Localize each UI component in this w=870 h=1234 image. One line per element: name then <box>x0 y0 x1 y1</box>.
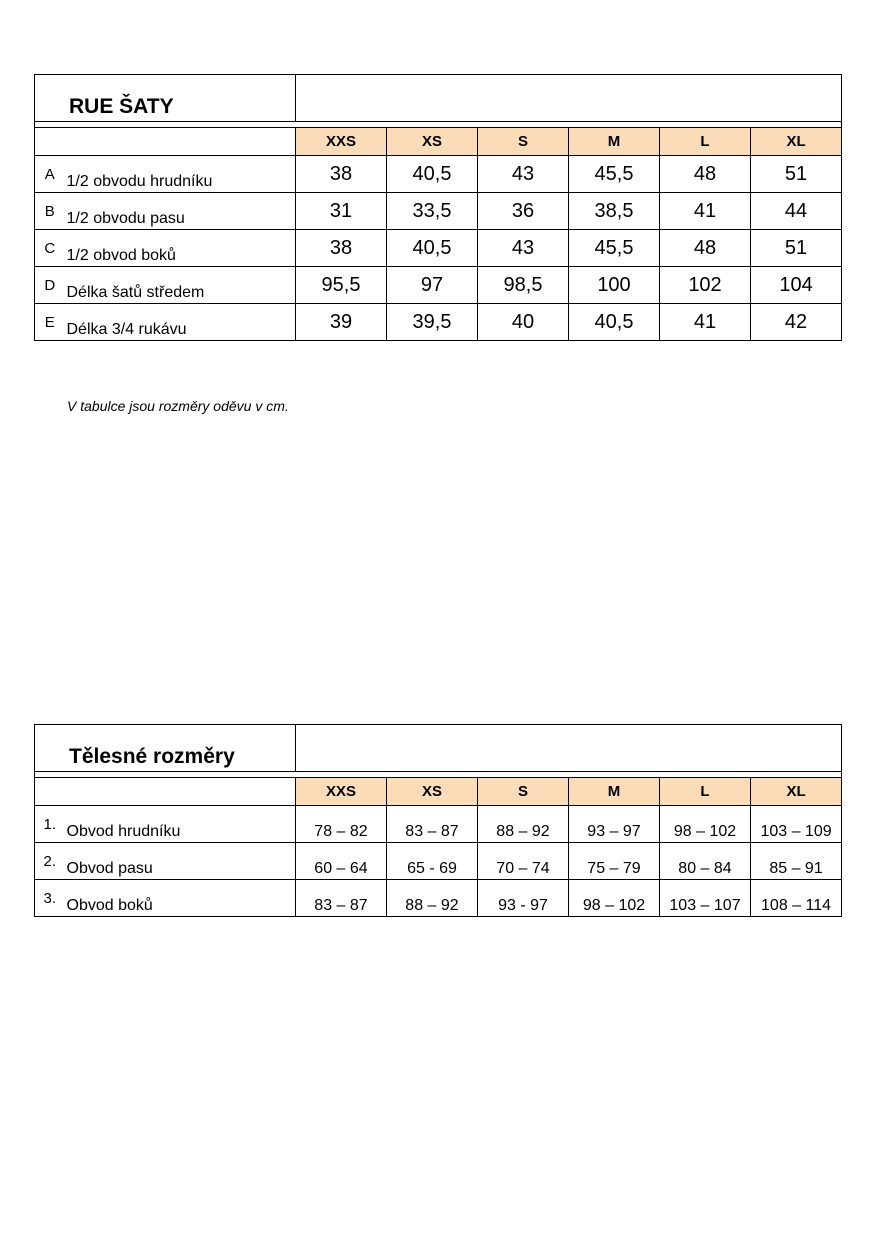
title-blank <box>296 725 842 772</box>
size-value: 51 <box>751 230 842 267</box>
garment-size-table <box>34 74 841 341</box>
table-row <box>35 843 842 880</box>
row-label: 1/2 obvod boků <box>65 230 296 267</box>
row-code: 1. <box>35 806 65 843</box>
size-value: 98 – 102 <box>569 880 660 917</box>
size-value: 103 – 107 <box>660 880 751 917</box>
size-value: 108 – 114 <box>751 880 842 917</box>
row-label: Délka 3/4 rukávu <box>65 304 296 341</box>
size-value: 44 <box>751 193 842 230</box>
size-value: 38,5 <box>569 193 660 230</box>
size-value: 60 – 64 <box>296 843 387 880</box>
row-code: 2. <box>35 843 65 880</box>
size-header: L <box>660 778 751 806</box>
row-code: D <box>35 267 65 304</box>
size-header: M <box>569 778 660 806</box>
size-value: 98,5 <box>478 267 569 304</box>
size-value: 83 – 87 <box>296 880 387 917</box>
row-code: 3. <box>35 880 65 917</box>
size-value: 51 <box>751 156 842 193</box>
size-value: 65 - 69 <box>387 843 478 880</box>
table-title: RUE ŠATY <box>35 75 296 122</box>
size-header: S <box>478 778 569 806</box>
table-row <box>35 880 842 917</box>
size-header: M <box>569 128 660 156</box>
size-value: 100 <box>569 267 660 304</box>
size-value: 98 – 102 <box>660 806 751 843</box>
size-value: 80 – 84 <box>660 843 751 880</box>
size-value: 40,5 <box>387 156 478 193</box>
row-label: Délka šatů středem <box>65 267 296 304</box>
table-row <box>35 156 842 193</box>
size-value: 93 - 97 <box>478 880 569 917</box>
size-value: 43 <box>478 230 569 267</box>
table-row <box>35 230 842 267</box>
size-value: 43 <box>478 156 569 193</box>
size-value: 45,5 <box>569 156 660 193</box>
size-value: 40 <box>478 304 569 341</box>
size-value: 38 <box>296 230 387 267</box>
size-value: 38 <box>296 156 387 193</box>
size-value: 45,5 <box>569 230 660 267</box>
row-code: E <box>35 304 65 341</box>
size-value: 42 <box>751 304 842 341</box>
measurement-note: V tabulce jsou rozměry oděvu v cm. <box>67 398 289 414</box>
row-label: 1/2 obvodu hrudníku <box>65 156 296 193</box>
size-value: 95,5 <box>296 267 387 304</box>
size-value: 104 <box>751 267 842 304</box>
size-value: 31 <box>296 193 387 230</box>
size-value: 102 <box>660 267 751 304</box>
size-value: 70 – 74 <box>478 843 569 880</box>
table-row <box>35 304 842 341</box>
size-header: XS <box>387 128 478 156</box>
size-value: 85 – 91 <box>751 843 842 880</box>
size-header: XXS <box>296 778 387 806</box>
size-value: 83 – 87 <box>387 806 478 843</box>
size-value: 88 – 92 <box>387 880 478 917</box>
size-value: 75 – 79 <box>569 843 660 880</box>
size-value: 36 <box>478 193 569 230</box>
size-value: 40,5 <box>387 230 478 267</box>
table-row <box>35 806 842 843</box>
size-value: 39,5 <box>387 304 478 341</box>
row-code: C <box>35 230 65 267</box>
size-header: S <box>478 128 569 156</box>
row-label: Obvod pasu <box>65 843 296 880</box>
size-value: 41 <box>660 193 751 230</box>
table-row <box>35 193 842 230</box>
size-value: 48 <box>660 156 751 193</box>
size-header: XXS <box>296 128 387 156</box>
size-value: 88 – 92 <box>478 806 569 843</box>
body-size-table <box>34 724 841 917</box>
size-value: 93 – 97 <box>569 806 660 843</box>
size-value: 97 <box>387 267 478 304</box>
size-header: L <box>660 128 751 156</box>
size-header: XL <box>751 128 842 156</box>
size-value: 33,5 <box>387 193 478 230</box>
size-value: 41 <box>660 304 751 341</box>
size-header: XS <box>387 778 478 806</box>
table-row <box>35 267 842 304</box>
row-code: A <box>35 156 65 193</box>
size-value: 78 – 82 <box>296 806 387 843</box>
size-value: 48 <box>660 230 751 267</box>
size-value: 39 <box>296 304 387 341</box>
table-title: Tělesné rozměry <box>35 725 296 772</box>
title-blank <box>296 75 842 122</box>
row-label: 1/2 obvodu pasu <box>65 193 296 230</box>
size-value: 40,5 <box>569 304 660 341</box>
size-value: 103 – 109 <box>751 806 842 843</box>
row-label: Obvod hrudníku <box>65 806 296 843</box>
size-header: XL <box>751 778 842 806</box>
row-label: Obvod boků <box>65 880 296 917</box>
row-code: B <box>35 193 65 230</box>
